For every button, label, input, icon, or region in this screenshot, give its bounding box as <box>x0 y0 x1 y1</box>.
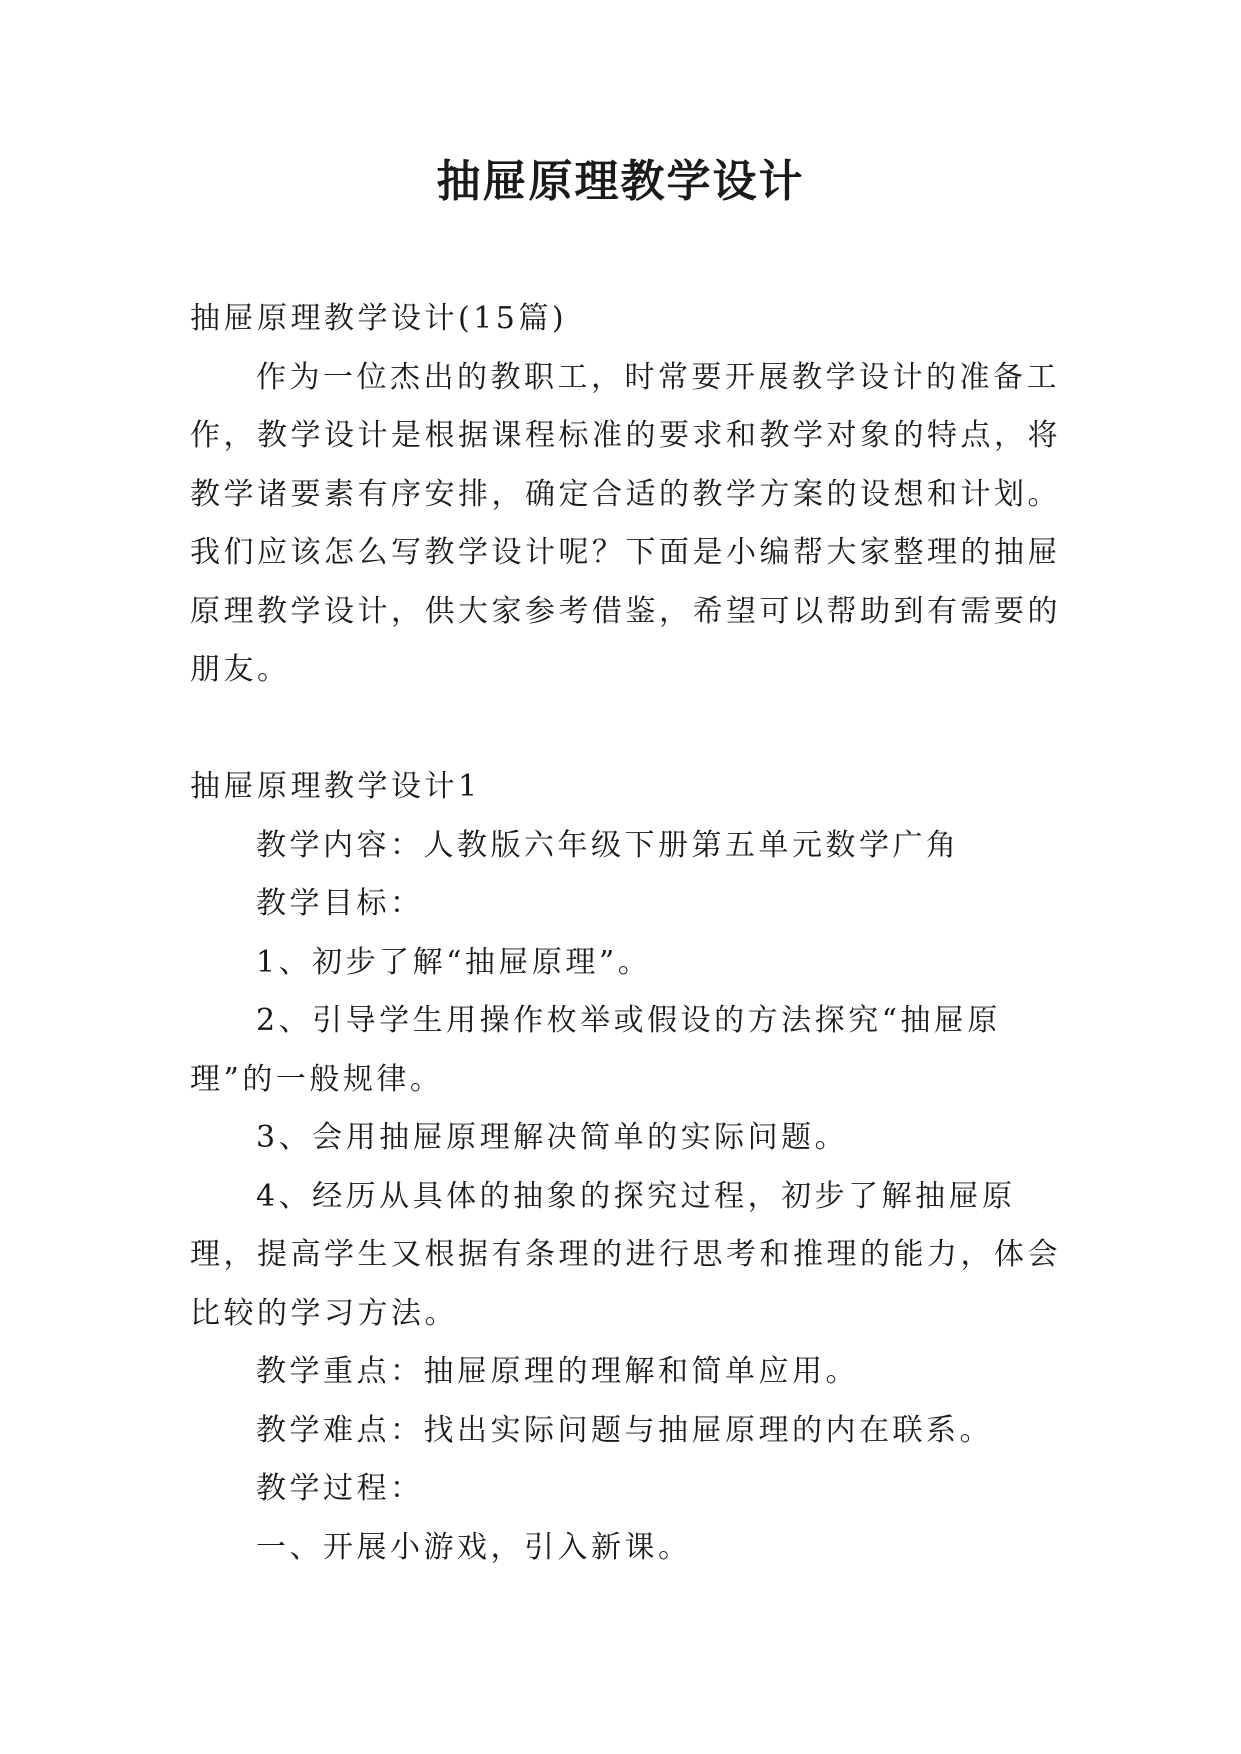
objective-item-2: 2、引导学生用操作枚举或假设的方法探究“抽屉原理”的一般规律。 <box>190 1003 1001 1097</box>
objectives-label: 教学目标： <box>256 886 424 921</box>
document-title: 抽屉原理教学设计 <box>436 156 805 207</box>
document-body <box>190 290 1070 1577</box>
objective-item-3: 3、会用抽屉原理解决简单的实际问题。 <box>256 1120 849 1155</box>
objective-item-1: 1、初步了解“抽屉原理”。 <box>256 944 652 980</box>
difficulty-point: 教学难点：找出实际问题与抽屉原理的内在联系。 <box>256 1412 993 1448</box>
process-label: 教学过程： <box>256 1471 424 1506</box>
process-step-1: 一、开展小游戏，引入新课。 <box>256 1529 692 1565</box>
objective-item-4: 4、经历从具体的抽象的探究过程，初步了解抽屉原理，提高学生又根据有条理的进行思考和推理的能力，体会比较的学习方法。 <box>190 1178 1061 1331</box>
paragraph-gap <box>190 700 1070 759</box>
section-heading: 抽屉原理教学设计1 <box>190 769 481 804</box>
teaching-content: 教学内容：人教版六年级下册第五单元数学广角 <box>256 827 960 863</box>
document-subtitle: 抽屉原理教学设计(15篇) <box>190 301 568 336</box>
key-point: 教学重点：抽屉原理的理解和简单应用。 <box>256 1354 859 1389</box>
intro-paragraph: 作为一位杰出的教职工，时常要开展教学设计的准备工作，教学设计是根据课程标准的要求和教学对象的特点，将教学诸要素有序安排，确定合适的教学方案的设想和计划。我们应该怎么写教学设计呢？下面是小编帮大家整理的抽屉原理教学设计，供大家参考借鉴，希望可以帮助到有需要的朋友。 <box>190 359 1061 687</box>
